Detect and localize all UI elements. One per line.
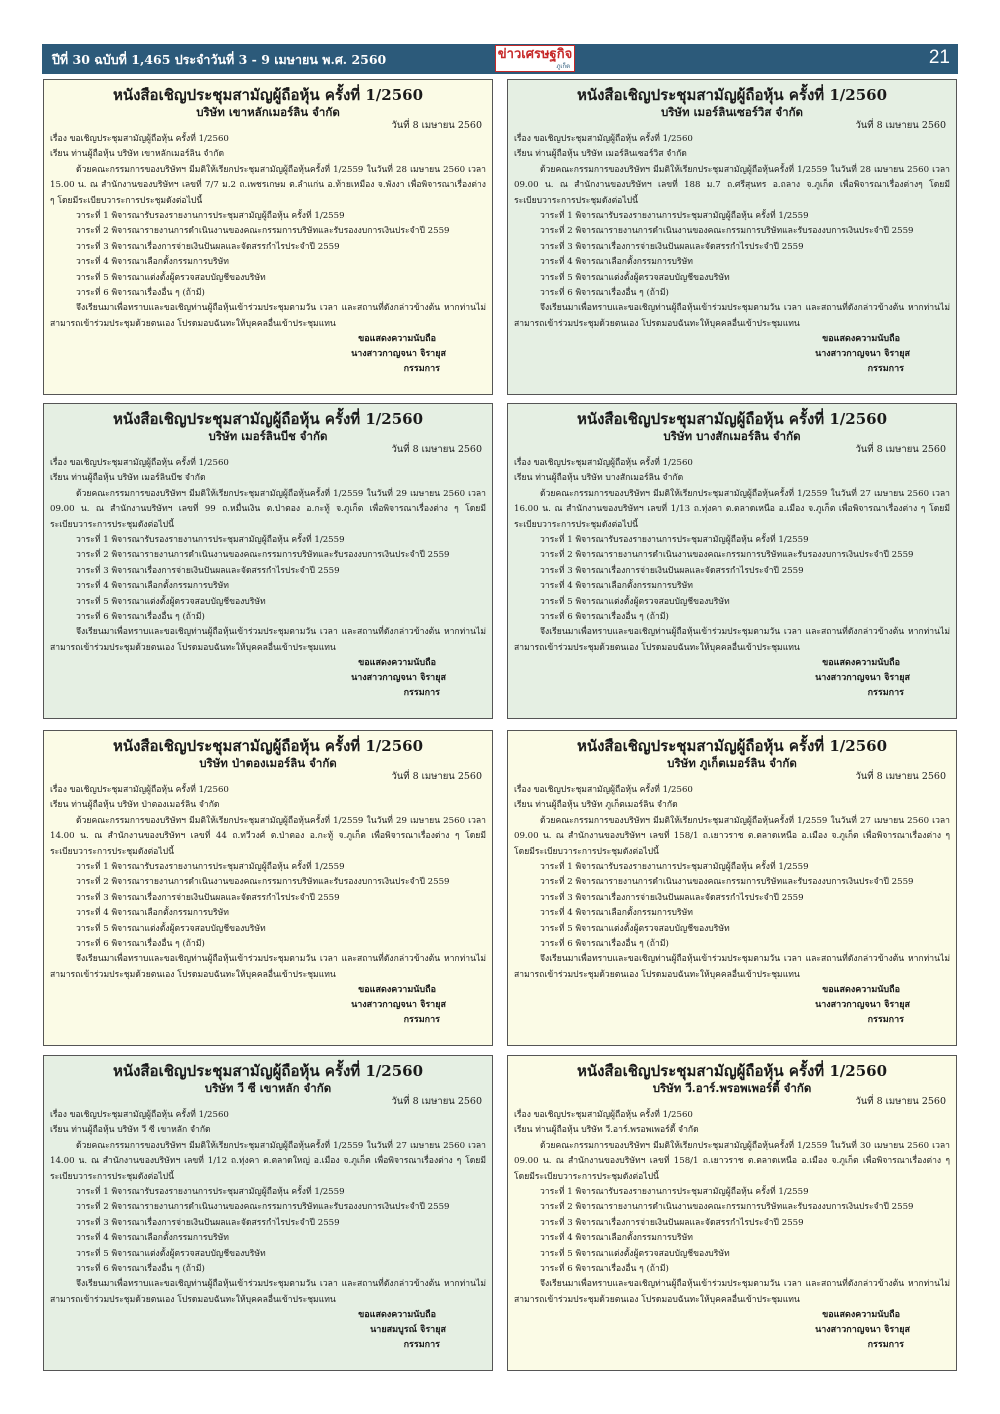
notice-patong-merlin	[43, 730, 493, 1046]
notice-signer: นายสมบูรณ์ จิรายุส	[370, 1325, 446, 1336]
notice-title: หนังสือเชิญประชุมสามัญผู้ถือหุ้น ครั้งที่ 1/2560	[112, 86, 424, 104]
notice-closing: จึงเรียนมาเพื่อทราบและขอเชิญท่านผู้ถือหุ้นเข้าร่วมประชุมตามวัน เวลา และสถานที่ดังกล่าวข้างต้น หากท่านไม่สามารถเข้าร่วมประชุมด้วยตนเอง โปรดมอบฉันทะให้บุคคลอื่นเข้าประชุมแทน	[50, 954, 486, 980]
notice-regards: ขอแสดงความนับถือ	[822, 1310, 900, 1321]
notice-company: บริษัท เมอร์ลินบีช จำกัด	[208, 429, 328, 443]
notice-company: บริษัท วี.อาร์.พรอพเพอร์ตี้ จำกัด	[652, 1081, 812, 1095]
agenda-item: วาระที่ 5 พิจารณาแต่งตั้งผู้ตรวจสอบบัญชีของบริษัท	[540, 923, 730, 934]
notice-regards: ขอแสดงความนับถือ	[358, 334, 436, 345]
agenda-item: วาระที่ 4 พิจารณาเลือกตั้งกรรมการบริษัท	[76, 581, 229, 592]
notice-company: บริษัท วี ซี เขาหลัก จำกัด	[204, 1081, 332, 1095]
notice-signer: นางสาวกาญจนา จิรายุส	[815, 673, 910, 684]
logo-subtext: ภูเก็ต	[556, 63, 570, 70]
notice-recipient: เรียน ท่านผู้ถือหุ้น บริษัท ป่าตองเมอร์ลิน จำกัด	[50, 800, 220, 811]
notice-title: หนังสือเชิญประชุมสามัญผู้ถือหุ้น ครั้งที่ 1/2560	[112, 410, 424, 428]
agenda-item: วาระที่ 1 พิจารณารับรองรายงานการประชุมสามัญผู้ถือหุ้น ครั้งที่ 1/2559	[540, 862, 809, 873]
notice-subject: เรื่อง ขอเชิญประชุมสามัญผู้ถือหุ้น ครั้งที่ 1/2560	[514, 458, 693, 468]
notice-signer-position: กรรมการ	[867, 688, 904, 699]
notice-signer-position: กรรมการ	[867, 1015, 904, 1026]
agenda-item: วาระที่ 2 พิจารณารายงานการดำเนินงานของคณะกรรมการบริษัทและรับรองงบการเงินประจำปี 2559	[540, 877, 914, 888]
agenda-item: วาระที่ 6 พิจารณาเรื่องอื่น ๆ (ถ้ามี)	[76, 288, 205, 299]
notice-merlin-beach	[43, 403, 493, 719]
notice-body: ด้วยคณะกรรมการของบริษัทฯ มีมติให้เรียกประชุมสามัญผู้ถือหุ้นครั้งที่ 1/2559 ในวันที่ 27 เมษายน 2560 เวลา 09.00 น. ณ สำนักงานของบริษัทฯ เลขที่ 158/1 ถ.เยาวราช ต.ตลาดเหนือ อ.เมือง จ.ภูเก็ต เพื่อพิจารณาเรื่องต่าง ๆ โดยมีระเบียบวาระการประชุมดังต่อไปนี้	[514, 815, 950, 857]
notice-title: หนังสือเชิญประชุมสามัญผู้ถือหุ้น ครั้งที่ 1/2560	[112, 1062, 424, 1080]
notice-signer-position: กรรมการ	[403, 1340, 440, 1351]
agenda-item: วาระที่ 3 พิจารณาเรื่องการจ่ายเงินปันผลและจัดสรรกำไรประจำปี 2559	[76, 892, 340, 903]
notice-signer-position: กรรมการ	[403, 1015, 440, 1026]
agenda-item: วาระที่ 6 พิจารณาเรื่องอื่น ๆ (ถ้ามี)	[540, 612, 669, 623]
notice-signer-position: กรรมการ	[403, 364, 440, 375]
agenda-item: วาระที่ 3 พิจารณาเรื่องการจ่ายเงินปันผลและจัดสรรกำไรประจำปี 2559	[540, 892, 804, 903]
agenda-item: วาระที่ 1 พิจารณารับรองรายงานการประชุมสามัญผู้ถือหุ้น ครั้งที่ 1/2559	[76, 862, 345, 873]
notice-bangsak-merlin	[507, 403, 957, 719]
notice-signer: นางสาวกาญจนา จิรายุส	[351, 673, 446, 684]
agenda-item: วาระที่ 6 พิจารณาเรื่องอื่น ๆ (ถ้ามี)	[76, 1264, 205, 1275]
agenda-item: วาระที่ 2 พิจารณารายงานการดำเนินงานของคณะกรรมการบริษัทและรับรองงบการเงินประจำปี 2559	[540, 550, 914, 561]
notice-regards: ขอแสดงความนับถือ	[358, 985, 436, 996]
notice-body: ด้วยคณะกรรมการของบริษัทฯ มีมติให้เรียกประชุมสามัญผู้ถือหุ้นครั้งที่ 1/2559 ในวันที่ 28 เมษายน 2560 เวลา 09.00 น. ณ สำนักงานของบริษัทฯ เลขที่ 188 ม.7 ถ.ศรีสุนทร อ.ถลาง จ.ภูเก็ต เพื่อพิจารณาเรื่องต่างๆ โดยมีระเบียบวาระการประชุมดังต่อไปนี้	[514, 164, 950, 206]
agenda-item: วาระที่ 3 พิจารณาเรื่องการจ่ายเงินปันผลและจัดสรรกำไรประจำปี 2559	[76, 1217, 340, 1228]
notice-vr-property	[507, 1055, 957, 1371]
notice-body: ด้วยคณะกรรมการของบริษัทฯ มีมติให้เรียกประชุมสามัญผู้ถือหุ้นครั้งที่ 1/2559 ในวันที่ 30 เมษายน 2560 เวลา 09.00 น. ณ สำนักงานของบริษัทฯ เลขที่ 158/1 ถ.เยาวราช ต.ตลาดเหนือ อ.เมือง จ.ภูเก็ต เพื่อพิจารณาเรื่องต่าง ๆ โดยมีระเบียบวาระการประชุมดังต่อไปนี้	[514, 1140, 950, 1182]
notice-date: วันที่ 8 เมษายน 2560	[391, 1096, 482, 1107]
notice-regards: ขอแสดงความนับถือ	[822, 658, 900, 669]
notice-regards: ขอแสดงความนับถือ	[358, 658, 436, 669]
agenda-item: วาระที่ 5 พิจารณาแต่งตั้งผู้ตรวจสอบบัญชีของบริษัท	[540, 596, 730, 607]
agenda-item: วาระที่ 3 พิจารณาเรื่องการจ่ายเงินปันผลและจัดสรรกำไรประจำปี 2559	[540, 565, 804, 576]
notice-date: วันที่ 8 เมษายน 2560	[855, 120, 946, 131]
notice-subject: เรื่อง ขอเชิญประชุมสามัญผู้ถือหุ้น ครั้งที่ 1/2560	[514, 785, 693, 795]
notice-signer: นางสาวกาญจนา จิรายุส	[351, 1000, 446, 1011]
notice-closing: จึงเรียนมาเพื่อทราบและขอเชิญท่านผู้ถือหุ้นเข้าร่วมประชุมตามวัน เวลา และสถานที่ดังกล่าวข้างต้น หากท่านไม่สามารถเข้าร่วมประชุมด้วยตนเอง โปรดมอบฉันทะให้บุคคลอื่นเข้าประชุมแทน	[50, 1279, 486, 1305]
agenda-item: วาระที่ 1 พิจารณารับรองรายงานการประชุมสามัญผู้ถือหุ้น ครั้งที่ 1/2559	[540, 211, 809, 222]
notice-body: ด้วยคณะกรรมการของบริษัทฯ มีมติให้เรียกประชุมสามัญผู้ถือหุ้นครั้งที่ 1/2559 ในวันที่ 29 เมษายน 2560 เวลา 14.00 น. ณ สำนักงานของบริษัทฯ เลขที่ 44 ถ.ทวีวงศ์ ต.ป่าตอง อ.กะทู้ จ.ภูเก็ต เพื่อพิจารณาเรื่องต่าง ๆ โดยมีระเบียบวาระการประชุมดังต่อไปนี้	[50, 815, 486, 857]
notice-body: ด้วยคณะกรรมการของบริษัทฯ มีมติให้เรียกประชุมสามัญผู้ถือหุ้นครั้งที่ 1/2559 ในวันที่ 28 เมษายน 2560 เวลา 15.00 น. ณ สำนักงานของบริษัทฯ เลขที่ 7/7 ม.2 ถ.เพชรเกษม ต.ลำแก่น อ.ท้ายเหมือง จ.พังงา เพื่อพิจารณาเรื่องต่าง ๆ โดยมีระเบียบวาระการประชุมดังต่อไปนี้	[50, 164, 486, 206]
agenda-item: วาระที่ 4 พิจารณาเลือกตั้งกรรมการบริษัท	[76, 1233, 229, 1244]
notice-subject: เรื่อง ขอเชิญประชุมสามัญผู้ถือหุ้น ครั้งที่ 1/2560	[50, 1110, 229, 1120]
agenda-item: วาระที่ 2 พิจารณารายงานการดำเนินงานของคณะกรรมการบริษัทและรับรองงบการเงินประจำปี 2559	[540, 226, 914, 237]
agenda-item: วาระที่ 2 พิจารณารายงานการดำเนินงานของคณะกรรมการบริษัทและรับรองงบการเงินประจำปี 2559	[76, 877, 450, 888]
notice-date: วันที่ 8 เมษายน 2560	[391, 120, 482, 131]
agenda-item: วาระที่ 2 พิจารณารายงานการดำเนินงานของคณะกรรมการบริษัทและรับรองงบการเงินประจำปี 2559	[76, 226, 450, 237]
notice-title: หนังสือเชิญประชุมสามัญผู้ถือหุ้น ครั้งที่ 1/2560	[112, 737, 424, 755]
agenda-item: วาระที่ 4 พิจารณาเลือกตั้งกรรมการบริษัท	[540, 1233, 693, 1244]
agenda-item: วาระที่ 4 พิจารณาเลือกตั้งกรรมการบริษัท	[540, 257, 693, 268]
agenda-item: วาระที่ 4 พิจารณาเลือกตั้งกรรมการบริษัท	[76, 908, 229, 919]
agenda-item: วาระที่ 1 พิจารณารับรองรายงานการประชุมสามัญผู้ถือหุ้น ครั้งที่ 1/2559	[76, 535, 345, 546]
notice-date: วันที่ 8 เมษายน 2560	[391, 771, 482, 782]
notice-signer-position: กรรมการ	[867, 364, 904, 375]
logo-text: ข่าวเศรษฐกิจ	[497, 47, 573, 62]
notice-signer-position: กรรมการ	[867, 1340, 904, 1351]
notice-closing: จึงเรียนมาเพื่อทราบและขอเชิญท่านผู้ถือหุ้นเข้าร่วมประชุมตามวัน เวลา และสถานที่ดังกล่าวข้างต้น หากท่านไม่สามารถเข้าร่วมประชุมด้วยตนเอง โปรดมอบฉันทะให้บุคคลอื่นเข้าประชุมแทน	[514, 303, 950, 329]
agenda-item: วาระที่ 3 พิจารณาเรื่องการจ่ายเงินปันผลและจัดสรรกำไรประจำปี 2559	[540, 241, 804, 252]
agenda-item: วาระที่ 3 พิจารณาเรื่องการจ่ายเงินปันผลและจัดสรรกำไรประจำปี 2559	[540, 1217, 804, 1228]
notice-khaolak-merlin	[43, 79, 493, 395]
agenda-item: วาระที่ 6 พิจารณาเรื่องอื่น ๆ (ถ้ามี)	[76, 939, 205, 950]
agenda-item: วาระที่ 6 พิจารณาเรื่องอื่น ๆ (ถ้ามี)	[540, 288, 669, 299]
agenda-item: วาระที่ 4 พิจารณาเลือกตั้งกรรมการบริษัท	[540, 581, 693, 592]
issue-info: ปีที่ 30 ฉบับที่ 1,465 ประจำวันที่ 3 - 9 เมษายน พ.ศ. 2560	[52, 52, 387, 67]
notice-signer: นางสาวกาญจนา จิรายุส	[815, 349, 910, 360]
agenda-item: วาระที่ 5 พิจารณาแต่งตั้งผู้ตรวจสอบบัญชีของบริษัท	[76, 272, 266, 283]
notice-recipient: เรียน ท่านผู้ถือหุ้น บริษัท เมอร์ลินเซอร์วิส จำกัด	[514, 149, 687, 160]
notice-date: วันที่ 8 เมษายน 2560	[855, 1096, 946, 1107]
notice-subject: เรื่อง ขอเชิญประชุมสามัญผู้ถือหุ้น ครั้งที่ 1/2560	[514, 134, 693, 144]
notice-regards: ขอแสดงความนับถือ	[358, 1310, 436, 1321]
notice-closing: จึงเรียนมาเพื่อทราบและขอเชิญท่านผู้ถือหุ้นเข้าร่วมประชุมตามวัน เวลา และสถานที่ดังกล่าวข้างต้น หากท่านไม่สามารถเข้าร่วมประชุมด้วยตนเอง โปรดมอบฉันทะให้บุคคลอื่นเข้าประชุมแทน	[514, 627, 950, 653]
notice-regards: ขอแสดงความนับถือ	[822, 985, 900, 996]
notice-closing: จึงเรียนมาเพื่อทราบและขอเชิญท่านผู้ถือหุ้นเข้าร่วมประชุมตามวัน เวลา และสถานที่ดังกล่าวข้างต้น หากท่านไม่สามารถเข้าร่วมประชุมด้วยตนเอง โปรดมอบฉันทะให้บุคคลอื่นเข้าประชุมแทน	[514, 1279, 950, 1305]
notice-recipient: เรียน ท่านผู้ถือหุ้น บริษัท วี.อาร์.พรอพเพอร์ตี้ จำกัด	[514, 1125, 699, 1136]
notice-signer: นางสาวกาญจนา จิรายุส	[815, 1000, 910, 1011]
agenda-item: วาระที่ 4 พิจารณาเลือกตั้งกรรมการบริษัท	[540, 908, 693, 919]
notice-closing: จึงเรียนมาเพื่อทราบและขอเชิญท่านผู้ถือหุ้นเข้าร่วมประชุมตามวัน เวลา และสถานที่ดังกล่าวข้างต้น หากท่านไม่สามารถเข้าร่วมประชุมด้วยตนเอง โปรดมอบฉันทะให้บุคคลอื่นเข้าประชุมแทน	[514, 954, 950, 980]
notice-body: ด้วยคณะกรรมการของบริษัทฯ มีมติให้เรียกประชุมสามัญผู้ถือหุ้นครั้งที่ 1/2559 ในวันที่ 27 เมษายน 2560 เวลา 14.00 น. ณ สำนักงานของบริษัทฯ เลขที่ 1/12 ถ.ทุ่งคา ต.ตลาดใหญ่ อ.เมือง จ.ภูเก็ต เพื่อพิจารณาเรื่องต่าง ๆ โดยมีระเบียบวาระการประชุมดังต่อไปนี้	[50, 1140, 486, 1182]
notice-subject: เรื่อง ขอเชิญประชุมสามัญผู้ถือหุ้น ครั้งที่ 1/2560	[50, 458, 229, 468]
notice-subject: เรื่อง ขอเชิญประชุมสามัญผู้ถือหุ้น ครั้งที่ 1/2560	[50, 785, 229, 795]
agenda-item: วาระที่ 1 พิจารณารับรองรายงานการประชุมสามัญผู้ถือหุ้น ครั้งที่ 1/2559	[540, 535, 809, 546]
agenda-item: วาระที่ 5 พิจารณาแต่งตั้งผู้ตรวจสอบบัญชีของบริษัท	[76, 923, 266, 934]
notice-body: ด้วยคณะกรรมการของบริษัทฯ มีมติให้เรียกประชุมสามัญผู้ถือหุ้นครั้งที่ 1/2559 ในวันที่ 29 เมษายน 2560 เวลา 09.00 น. ณ สำนักงานบริษัทฯ เลขที่ 99 ถ.หมื่นเงิน ต.ป่าตอง อ.กะทู้ จ.ภูเก็ต เพื่อพิจารณาเรื่องต่าง ๆ โดยมีระเบียบวาระการประชุมดังต่อไปนี้	[50, 488, 486, 530]
agenda-item: วาระที่ 5 พิจารณาแต่งตั้งผู้ตรวจสอบบัญชีของบริษัท	[76, 596, 266, 607]
agenda-item: วาระที่ 5 พิจารณาแต่งตั้งผู้ตรวจสอบบัญชีของบริษัท	[76, 1248, 266, 1259]
agenda-item: วาระที่ 5 พิจารณาแต่งตั้งผู้ตรวจสอบบัญชีของบริษัท	[540, 272, 730, 283]
notice-title: หนังสือเชิญประชุมสามัญผู้ถือหุ้น ครั้งที่ 1/2560	[576, 737, 888, 755]
notice-company: บริษัท เขาหลักเมอร์ลิน จำกัด	[196, 105, 340, 119]
agenda-item: วาระที่ 1 พิจารณารับรองรายงานการประชุมสามัญผู้ถือหุ้น ครั้งที่ 1/2559	[76, 1187, 345, 1198]
notice-recipient: เรียน ท่านผู้ถือหุ้น บริษัท วี ซี เขาหลัก จำกัด	[50, 1125, 211, 1136]
page-number: 21	[928, 47, 950, 68]
notice-merlin-service	[507, 79, 957, 395]
notice-signer: นางสาวกาญจนา จิรายุส	[815, 1325, 910, 1336]
agenda-item: วาระที่ 5 พิจารณาแต่งตั้งผู้ตรวจสอบบัญชีของบริษัท	[540, 1248, 730, 1259]
page-header	[42, 44, 958, 74]
notice-regards: ขอแสดงความนับถือ	[822, 334, 900, 345]
notice-company: บริษัท เมอร์ลินเซอร์วิส จำกัด	[660, 105, 804, 119]
agenda-item: วาระที่ 2 พิจารณารายงานการดำเนินงานของคณะกรรมการบริษัทและรับรองงบการเงินประจำปี 2559	[76, 550, 450, 561]
notice-recipient: เรียน ท่านผู้ถือหุ้น บริษัท ภูเก็ตเมอร์ลิน จำกัด	[514, 800, 678, 811]
agenda-item: วาระที่ 6 พิจารณาเรื่องอื่น ๆ (ถ้ามี)	[540, 1264, 669, 1275]
agenda-item: วาระที่ 3 พิจารณาเรื่องการจ่ายเงินปันผลและจัดสรรกำไรประจำปี 2559	[76, 565, 340, 576]
notice-phuket-merlin	[507, 730, 957, 1046]
notice-closing: จึงเรียนมาเพื่อทราบและขอเชิญท่านผู้ถือหุ้นเข้าร่วมประชุมตามวัน เวลา และสถานที่ดังกล่าวข้างต้น หากท่านไม่สามารถเข้าร่วมประชุมด้วยตนเอง โปรดมอบฉันทะให้บุคคลอื่นเข้าประชุมแทน	[50, 627, 486, 653]
agenda-item: วาระที่ 6 พิจารณาเรื่องอื่น ๆ (ถ้ามี)	[540, 939, 669, 950]
notice-title: หนังสือเชิญประชุมสามัญผู้ถือหุ้น ครั้งที่ 1/2560	[576, 86, 888, 104]
notice-vc-khaolak	[43, 1055, 493, 1371]
agenda-item: วาระที่ 2 พิจารณารายงานการดำเนินงานของคณะกรรมการบริษัทและรับรองงบการเงินประจำปี 2559	[76, 1202, 450, 1213]
agenda-item: วาระที่ 1 พิจารณารับรองรายงานการประชุมสามัญผู้ถือหุ้น ครั้งที่ 1/2559	[76, 211, 345, 222]
agenda-item: วาระที่ 4 พิจารณาเลือกตั้งกรรมการบริษัท	[76, 257, 229, 268]
notice-signer: นางสาวกาญจนา จิรายุส	[351, 349, 446, 360]
notice-signer-position: กรรมการ	[403, 688, 440, 699]
notice-subject: เรื่อง ขอเชิญประชุมสามัญผู้ถือหุ้น ครั้งที่ 1/2560	[50, 134, 229, 144]
notice-company: บริษัท ภูเก็ตเมอร์ลิน จำกัด	[667, 756, 797, 770]
agenda-item: วาระที่ 6 พิจารณาเรื่องอื่น ๆ (ถ้ามี)	[76, 612, 205, 623]
notice-date: วันที่ 8 เมษายน 2560	[855, 771, 946, 782]
notice-date: วันที่ 8 เมษายน 2560	[855, 444, 946, 455]
notice-subject: เรื่อง ขอเชิญประชุมสามัญผู้ถือหุ้น ครั้งที่ 1/2560	[514, 1110, 693, 1120]
notice-recipient: เรียน ท่านผู้ถือหุ้น บริษัท เขาหลักเมอร์ลิน จำกัด	[50, 149, 225, 160]
agenda-item: วาระที่ 3 พิจารณาเรื่องการจ่ายเงินปันผลและจัดสรรกำไรประจำปี 2559	[76, 241, 340, 252]
notice-date: วันที่ 8 เมษายน 2560	[391, 444, 482, 455]
notice-company: บริษัท บางสักเมอร์ลิน จำกัด	[663, 429, 801, 443]
notice-body: ด้วยคณะกรรมการของบริษัทฯ มีมติให้เรียกประชุมสามัญผู้ถือหุ้นครั้งที่ 1/2559 ในวันที่ 27 เมษายน 2560 เวลา 16.00 น. ณ สำนักงานของบริษัทฯ เลขที่ 1/13 ถ.ทุ่งคา ต.ตลาดเหนือ อ.เมือง จ.ภูเก็ต เพื่อพิจารณาเรื่องต่าง ๆ โดยมีระเบียบวาระการประชุมดังต่อไปนี้	[514, 488, 950, 530]
newspaper-logo	[495, 45, 575, 72]
notice-closing: จึงเรียนมาเพื่อทราบและขอเชิญท่านผู้ถือหุ้นเข้าร่วมประชุมตามวัน เวลา และสถานที่ดังกล่าวข้างต้น หากท่านไม่สามารถเข้าร่วมประชุมด้วยตนเอง โปรดมอบฉันทะให้บุคคลอื่นเข้าประชุมแทน	[50, 303, 486, 329]
notice-company: บริษัท ป่าตองเมอร์ลิน จำกัด	[199, 756, 337, 770]
notice-title: หนังสือเชิญประชุมสามัญผู้ถือหุ้น ครั้งที่ 1/2560	[576, 1062, 888, 1080]
notice-title: หนังสือเชิญประชุมสามัญผู้ถือหุ้น ครั้งที่ 1/2560	[576, 410, 888, 428]
agenda-item: วาระที่ 2 พิจารณารายงานการดำเนินงานของคณะกรรมการบริษัทและรับรองงบการเงินประจำปี 2559	[540, 1202, 914, 1213]
notice-recipient: เรียน ท่านผู้ถือหุ้น บริษัท บางสักเมอร์ลิน จำกัด	[514, 473, 684, 484]
notice-recipient: เรียน ท่านผู้ถือหุ้น บริษัท เมอร์ลินบีช จำกัด	[50, 473, 206, 484]
agenda-item: วาระที่ 1 พิจารณารับรองรายงานการประชุมสามัญผู้ถือหุ้น ครั้งที่ 1/2559	[540, 1187, 809, 1198]
